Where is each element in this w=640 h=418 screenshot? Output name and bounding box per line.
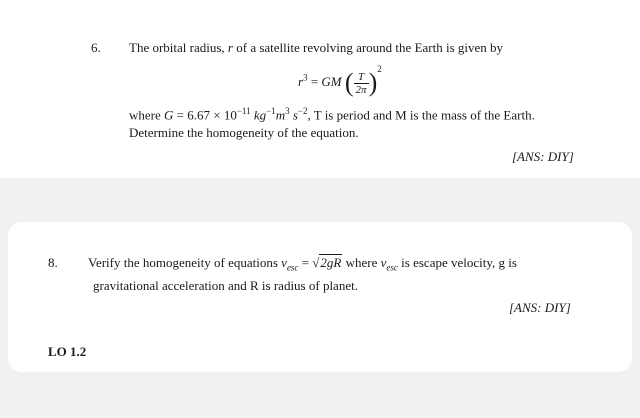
question-6-text-line4: Determine the homogeneity of the equation. bbox=[129, 125, 359, 140]
question-6-text-line1: The orbital radius, r of a satellite revolving around the Earth is given by bbox=[129, 40, 504, 55]
question-8-number: 8. bbox=[48, 255, 58, 270]
question-8-answer: [ANS: DIY] bbox=[509, 300, 571, 315]
learning-outcome-label: LO 1.2 bbox=[48, 344, 87, 359]
question-6-text-line3: where $G = 6.67 \times 10^{-11}$ $kg^{-1}m^3$ $s^{-2}$, T is period and M is the mass of the Earth. bbox=[129, 106, 535, 123]
question-6-answer: [ANS: DIY] bbox=[512, 149, 574, 164]
square-root-symbol: √ bbox=[312, 255, 320, 270]
question-card-bottom bbox=[8, 222, 632, 372]
question-6-number: 6. bbox=[91, 40, 101, 55]
orbital-radius-formula: $r^3$ = GM ( $\frac{T}{2\pi}$ )$^2$ bbox=[298, 64, 382, 98]
period-fraction: $\frac{T}{2\pi}$ bbox=[355, 70, 367, 96]
question-8-text-line1: Verify the homogeneity of equations $v_{esc} = √2gR$ where $v_{esc}$ is escape velocity, g is bbox=[88, 255, 517, 273]
question-8-text-line2: gravitational acceleration and R is radius of planet. bbox=[93, 278, 358, 293]
